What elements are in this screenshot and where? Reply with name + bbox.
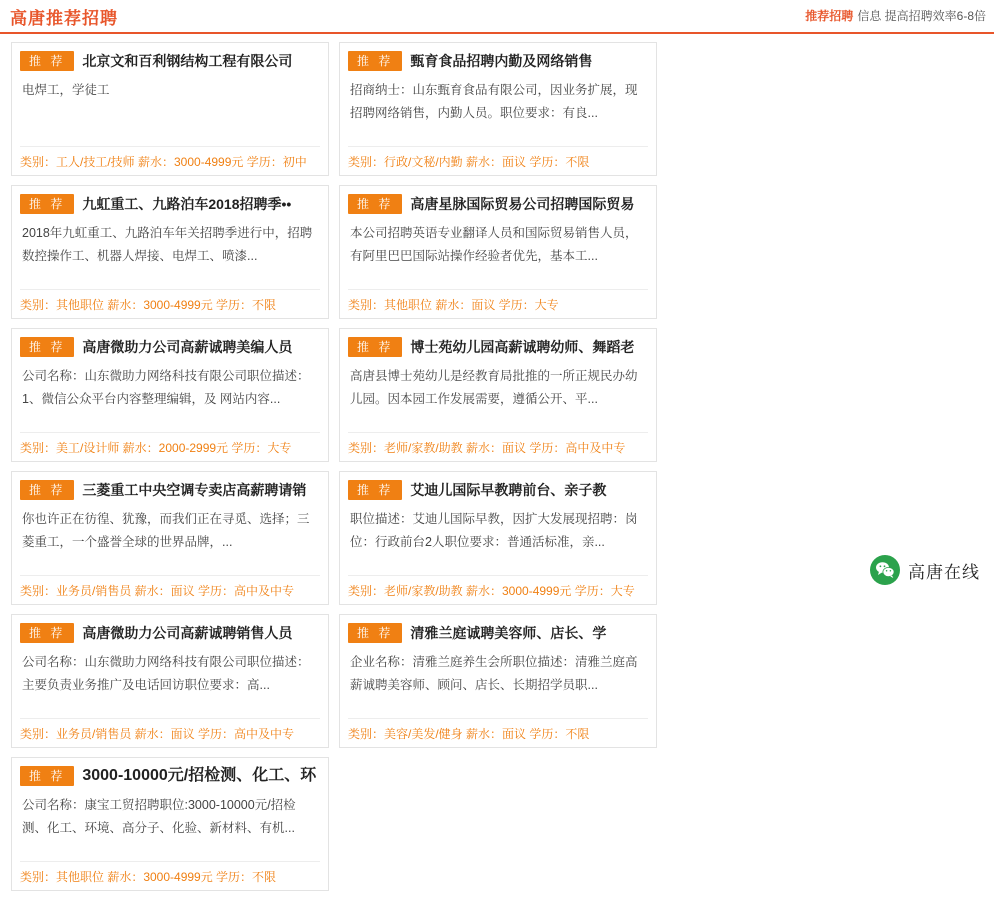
- job-card-head: [340, 615, 656, 647]
- job-card-body: 公司名称：山东微助力网络科技有限公司职位描述：1、微信公众平台内容整理编辑，及 网站内容...: [22, 369, 310, 406]
- job-card-body: 2018年九虹重工、九路泊车年关招聘季进行中，招聘数控操作工、机器人焊接、电焊工、喷漆...: [22, 226, 313, 263]
- job-card-title[interactable]: 高唐微助力公司高薪诚聘美编人员: [82, 339, 293, 355]
- header-promo: [805, 7, 986, 24]
- job-card-meta: 类别：老师/家教/助教 薪水：3000-4999元 学历：大专: [348, 575, 648, 600]
- recommend-badge: 推 荐: [20, 51, 74, 71]
- job-card-title[interactable]: 甄育食品招聘内勤及网络销售: [410, 53, 593, 69]
- job-card-head: [12, 186, 328, 218]
- job-card-body: 电焊工，学徒工: [22, 83, 110, 97]
- job-card-body: 高唐县博士苑幼儿是经教育局批推的一所正规民办幼儿园。因本园工作发展需要，遵循公开、平...: [350, 369, 638, 406]
- job-card[interactable]: [339, 614, 657, 748]
- job-card-meta: 类别：业务员/销售员 薪水：面议 学历：高中及中专: [20, 718, 320, 743]
- job-card-title[interactable]: 北京文和百利钢结构工程有限公司: [82, 53, 293, 69]
- job-card-head: [12, 329, 328, 361]
- header-promo-text: 信息 提高招聘效率6-8倍: [857, 9, 986, 23]
- job-card[interactable]: [11, 328, 329, 462]
- recommend-badge: 推 荐: [20, 337, 74, 357]
- job-card-head: [340, 186, 656, 218]
- wechat-icon: [870, 555, 900, 585]
- job-card-head: [340, 43, 656, 75]
- job-card-title[interactable]: 三菱重工中央空调专卖店高薪聘请销: [82, 482, 307, 498]
- job-card-body: 你也许正在彷徨、犹豫，而我们正在寻觅、选择；三菱重工，一个盛誉全球的世界品牌，...: [22, 512, 310, 549]
- job-card-meta: 类别：其他职位 薪水：面议 学历：大专: [348, 289, 648, 314]
- job-card[interactable]: [11, 42, 329, 176]
- recommend-badge: 推 荐: [20, 766, 74, 786]
- recommend-badge: 推 荐: [348, 51, 402, 71]
- job-card-title[interactable]: 清雅兰庭诚聘美容师、店长、学: [410, 625, 607, 641]
- recommend-badge: 推 荐: [348, 623, 402, 643]
- page-title: 高唐推荐招聘: [10, 9, 118, 28]
- job-card[interactable]: [339, 185, 657, 319]
- job-card[interactable]: [339, 328, 657, 462]
- job-card-body: 企业名称：清雅兰庭养生会所职位描述：清雅兰庭高薪诚聘美容师、顾问、店长、长期招学员职...: [350, 655, 638, 692]
- job-card-meta: 类别：工人/技工/技师 薪水：3000-4999元 学历：初中: [20, 146, 320, 171]
- job-card-meta: 类别：美容/美发/健身 薪水：面议 学历：不限: [348, 718, 648, 743]
- job-card[interactable]: [339, 471, 657, 605]
- page-header: [0, 0, 994, 34]
- job-card-title[interactable]: 3000-10000元/招检测、化工、环: [82, 767, 317, 784]
- job-card-body: 公司名称：康宝工贸招聘职位:3000-10000元/招检测、化工、环境、高分子、化验、新材料、有机...: [22, 798, 296, 835]
- job-card-meta: 类别：其他职位 薪水：3000-4999元 学历：不限: [20, 289, 320, 314]
- job-card-head: [12, 758, 328, 790]
- brand-name: 高唐在线: [908, 562, 980, 582]
- recommend-badge: 推 荐: [20, 623, 74, 643]
- job-card-body: 本公司招聘英语专业翻译人员和国际贸易销售人员，有阿里巴巴国际站操作经验者优先，基本工...: [350, 226, 638, 263]
- job-card-head: [12, 472, 328, 504]
- job-card-title[interactable]: 九虹重工、九路泊车2018招聘季••: [82, 196, 292, 212]
- recommend-badge: 推 荐: [348, 480, 402, 500]
- job-card-meta: 类别：美工/设计师 薪水：2000-2999元 学历：大专: [20, 432, 320, 457]
- job-card-body: 招商纳士：山东甄育食品有限公司，因业务扩展，现招聘网络销售，内勤人员。职位要求：有良...: [350, 83, 638, 120]
- job-card-title[interactable]: 高唐星脉国际贸易公司招聘国际贸易: [410, 196, 635, 212]
- job-card[interactable]: [11, 614, 329, 748]
- recommend-badge: 推 荐: [348, 194, 402, 214]
- job-card-body: 公司名称：山东微助力网络科技有限公司职位描述：主要负责业务推广及电话回访职位要求：高...: [22, 655, 310, 692]
- job-card-head: [340, 472, 656, 504]
- job-card-meta: 类别：老师/家教/助教 薪水：面议 学历：高中及中专: [348, 432, 648, 457]
- job-card-grid: [0, 34, 994, 900]
- job-card-head: [340, 329, 656, 361]
- job-card[interactable]: [339, 42, 657, 176]
- site-brand: [870, 555, 980, 585]
- job-card[interactable]: [11, 471, 329, 605]
- job-card-title[interactable]: 高唐微助力公司高薪诚聘销售人员: [82, 625, 293, 641]
- job-card-head: [12, 43, 328, 75]
- recommend-badge: 推 荐: [20, 194, 74, 214]
- job-card-title[interactable]: 博士苑幼儿园高薪诚聘幼师、舞蹈老: [410, 339, 635, 355]
- job-card-meta: 类别：行政/文秘/内勤 薪水：面议 学历：不限: [348, 146, 648, 171]
- job-card-meta: 类别：业务员/销售员 薪水：面议 学历：高中及中专: [20, 575, 320, 600]
- job-card[interactable]: [11, 757, 329, 891]
- recommend-badge: 推 荐: [20, 480, 74, 500]
- job-card-head: [12, 615, 328, 647]
- job-card-body: 职位描述：艾迪儿国际早教，因扩大发展现招聘：岗位：行政前台2人职位要求：普通活标准，亲...: [350, 512, 638, 549]
- header-promo-highlight: 推荐招聘: [805, 9, 854, 23]
- job-card-meta: 类别：其他职位 薪水：3000-4999元 学历：不限: [20, 861, 320, 886]
- job-card[interactable]: [11, 185, 329, 319]
- recommend-badge: 推 荐: [348, 337, 402, 357]
- job-card-title[interactable]: 艾迪儿国际早教聘前台、亲子教: [410, 482, 607, 498]
